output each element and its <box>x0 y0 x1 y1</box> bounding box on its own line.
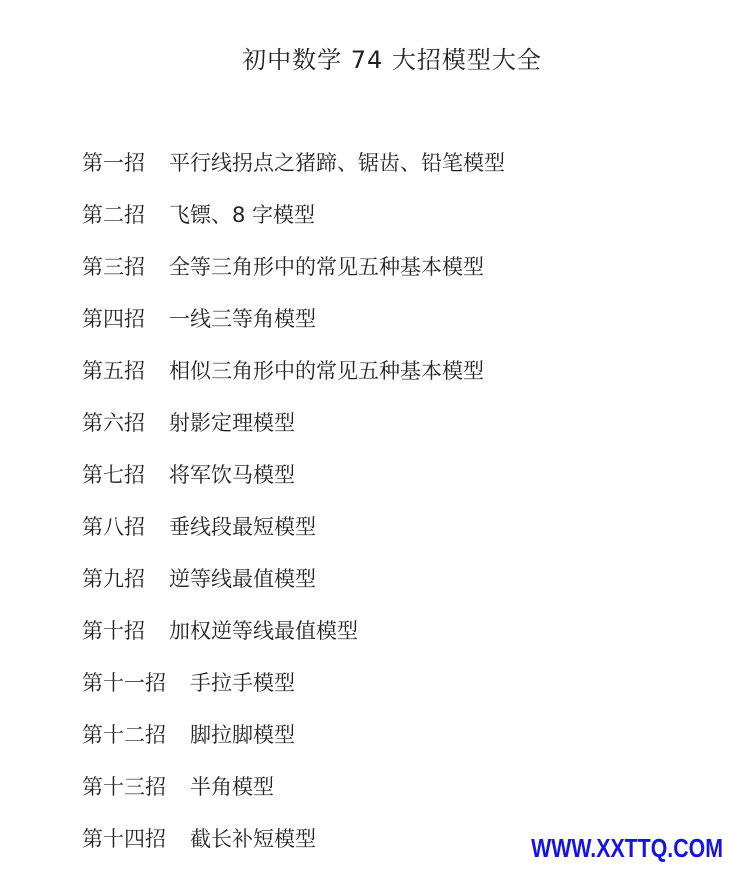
toc-item-text: 加权逆等线最值模型 <box>169 619 358 643</box>
toc-item-number: 第二招 <box>82 203 145 227</box>
toc-item-text: 逆等线最值模型 <box>169 567 316 591</box>
toc-item-text: 手拉手模型 <box>190 671 295 695</box>
document-title: 初中数学 74 大招模型大全 <box>242 46 542 74</box>
toc-item <box>82 613 505 665</box>
toc-item <box>82 769 505 821</box>
toc-item-number: 第五招 <box>82 359 145 383</box>
toc-item-text: 平行线拐点之猪蹄、锯齿、铅笔模型 <box>169 151 505 175</box>
toc-item-number: 第十三招 <box>82 775 166 799</box>
toc-item <box>82 457 505 509</box>
toc-item-text: 半角模型 <box>190 775 274 799</box>
toc-item-number: 第十二招 <box>82 723 166 747</box>
toc-item-text: 脚拉脚模型 <box>190 723 295 747</box>
toc-item <box>82 145 505 197</box>
toc-item-number: 第十招 <box>82 619 145 643</box>
toc-item-number: 第六招 <box>82 411 145 435</box>
toc-item <box>82 197 505 249</box>
toc-item-number: 第十四招 <box>82 827 166 851</box>
toc-item <box>82 509 505 561</box>
toc-item-number: 第三招 <box>82 255 145 279</box>
toc-item-text: 相似三角形中的常见五种基本模型 <box>169 359 484 383</box>
toc-item-text: 将军饮马模型 <box>169 463 295 487</box>
toc-item-number: 第十一招 <box>82 671 166 695</box>
toc-item-number: 第四招 <box>82 307 145 331</box>
toc-item-text: 一线三等角模型 <box>169 307 316 331</box>
toc-item-text: 垂线段最短模型 <box>169 515 316 539</box>
toc-item-text: 飞镖、8 字模型 <box>169 203 316 227</box>
toc-item-number: 第九招 <box>82 567 145 591</box>
toc-item <box>82 249 505 301</box>
toc-item-number: 第八招 <box>82 515 145 539</box>
toc-item <box>82 353 505 405</box>
toc-item-text: 全等三角形中的常见五种基本模型 <box>169 255 484 279</box>
toc-item <box>82 301 505 353</box>
toc-item-number: 第一招 <box>82 151 145 175</box>
toc-item <box>82 717 505 769</box>
toc-item <box>82 665 505 717</box>
table-of-contents <box>82 145 505 873</box>
toc-item <box>82 821 505 873</box>
toc-item-text: 截长补短模型 <box>190 827 316 851</box>
toc-item-text: 射影定理模型 <box>169 411 295 435</box>
toc-item <box>82 405 505 457</box>
website-watermark: WWW.XXTTQ.COM <box>531 833 723 863</box>
toc-item-number: 第七招 <box>82 463 145 487</box>
toc-item <box>82 561 505 613</box>
